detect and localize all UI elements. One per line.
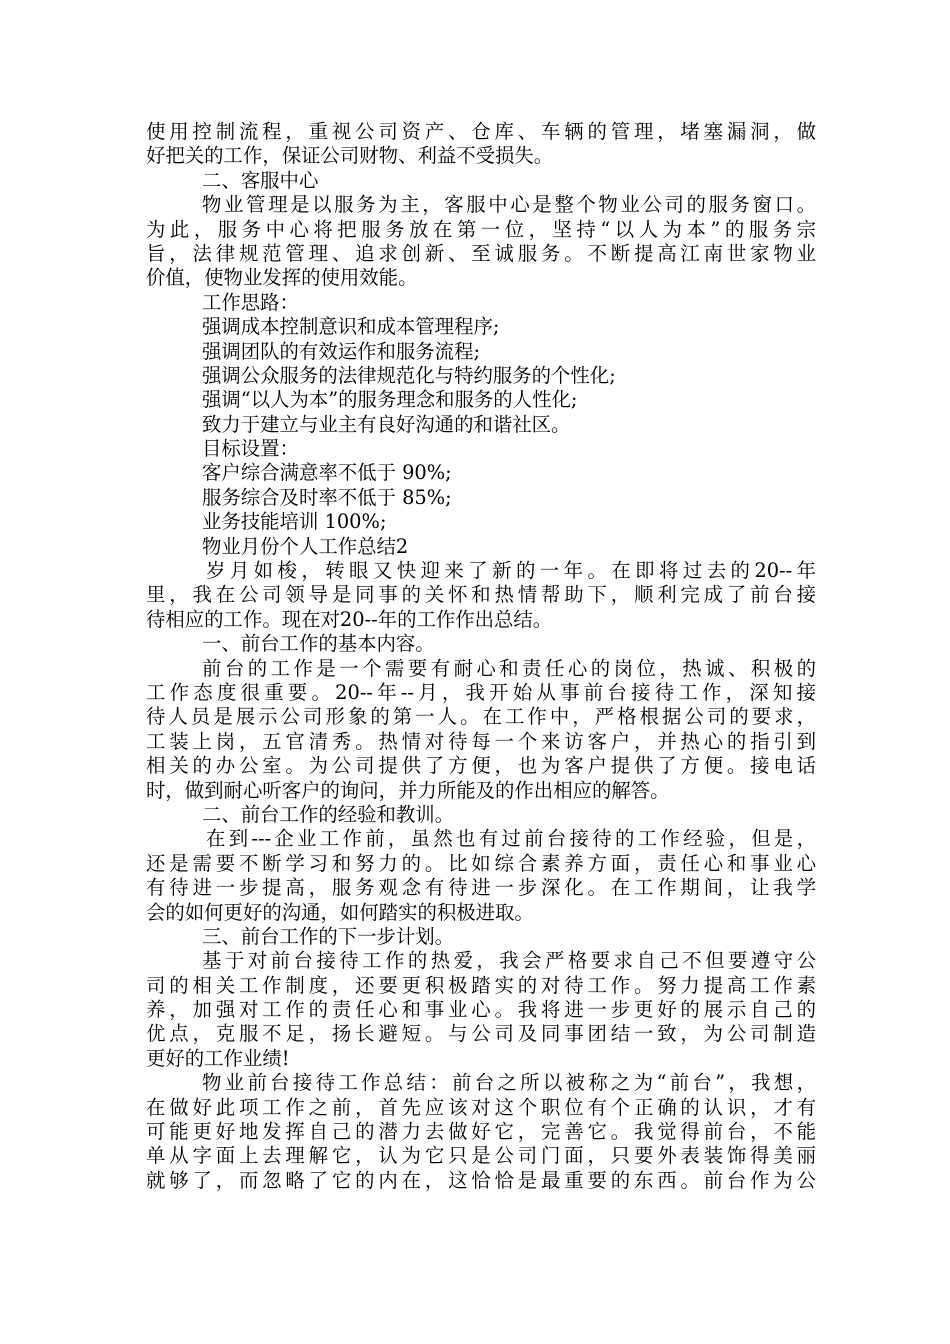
text-line: 三、前台工作的下一步计划。 xyxy=(202,924,455,948)
text-line: 工作态度很重要。20--年--月，我开始从事前台接待工作，深知接 xyxy=(146,680,816,704)
text-line: 价值，使物业发挥的使用效能。 xyxy=(146,266,418,290)
text-line: 有待进一步提高，服务观念有待进一步深化。在工作期间，让我学 xyxy=(146,876,816,900)
text-line: 工装上岗，五官清秀。热情对待每一个来访客户，并热心的指引到 xyxy=(146,729,816,753)
text-line: 前台的工作是一个需要有耐心和责任心的岗位，热诚、积极的 xyxy=(202,656,816,680)
text-line: 一、前台工作的基本内容。 xyxy=(202,632,435,656)
text-line: 工作思路： xyxy=(202,290,299,314)
text-line: 待人员是展示公司形象的第一人。在工作中，严格根据公司的要求， xyxy=(146,705,816,729)
text-line: 时，做到耐心听客户的询问，并力所能及的作出相应的解答。 xyxy=(146,778,670,802)
text-line: 致力于建立与业主有良好沟通的和谐社区。 xyxy=(202,412,571,436)
text-line: 物业前台接待工作总结：前台之所以被称之为“前台”，我想， xyxy=(202,1071,816,1095)
text-line: 服务综合及时率不低于 85%; xyxy=(202,485,452,509)
text-line: 就够了，而忽略了它的内在，这恰恰是最重要的东西。前台作为公 xyxy=(146,1168,816,1192)
text-line: 在到---企业工作前，虽然也有过前台接待的工作经验，但是， xyxy=(206,827,816,851)
text-line: 可能更好地发挥自己的潜力去做好它，完善它。我觉得前台，不能 xyxy=(146,1120,816,1144)
text-line: 使用控制流程，重视公司资产、仓库、车辆的管理，堵塞漏洞，做 xyxy=(146,120,816,143)
text-line: 物业月份个人工作总结2 xyxy=(202,534,409,558)
text-line: 旨，法律规范管理、追求创新、至诚服务。不断提高江南世家物业 xyxy=(146,241,816,265)
text-line: 单从字面上去理解它，认为它只是公司门面，只要外表装饰得美丽 xyxy=(146,1144,816,1168)
text-line: 强调团队的有效运作和服务流程; xyxy=(202,339,481,363)
text-line: 二、前台工作的经验和教训。 xyxy=(202,802,455,826)
text-line: 业务技能培训 100%; xyxy=(202,510,387,534)
text-line: 二、客服中心 xyxy=(202,168,319,192)
text-line: 岁月如梭，转眼又快迎来了新的一年。在即将过去的20--年 xyxy=(206,559,816,583)
text-line: 好把关的工作，保证公司财物、利益不受损失。 xyxy=(146,144,554,168)
text-line: 目标设置： xyxy=(202,437,299,461)
text-line: 基于对前台接待工作的热爱，我会严格要求自己不但要遵守公 xyxy=(202,949,816,973)
text-line: 为此，服务中心将把服务放在第一位，坚持“以人为本”的服务宗 xyxy=(146,217,816,241)
text-line: 客户综合满意率不低于 90%; xyxy=(202,461,452,485)
text-line: 里，我在公司领导是同事的关怀和热情帮助下，顺利完成了前台接 xyxy=(146,583,816,607)
text-line: 物业管理是以服务为主，客服中心是整个物业公司的服务窗口。 xyxy=(202,193,816,217)
text-line: 司的相关工作制度，还要更积极踏实的对待工作。努力提高工作素 xyxy=(146,973,816,997)
text-line: 相关的办公室。为公司提供了方便，也为客户提供了方便。接电话 xyxy=(146,754,816,778)
text-line: 更好的工作业绩! xyxy=(146,1046,290,1070)
text-line: 在做好此项工作之前，首先应该对这个职位有个正确的认识，才有 xyxy=(146,1095,816,1119)
text-line: 强调成本控制意识和成本管理程序; xyxy=(202,315,500,339)
document-page xyxy=(146,120,816,1193)
text-line: 强调“以人为本”的服务理念和服务的人性化; xyxy=(202,388,578,412)
text-line: 会的如何更好的沟通，如何踏实的积极进取。 xyxy=(146,900,534,924)
text-line: 养，加强对工作的责任心和事业心。我将进一步更好的展示自己的 xyxy=(146,998,816,1022)
text-line: 优点，克服不足，扬长避短。与公司及同事团结一致，为公司制造 xyxy=(146,1022,816,1046)
text-line: 待相应的工作。现在对20--年的工作作出总结。 xyxy=(146,607,553,631)
text-line: 强调公众服务的法律规范化与特约服务的个性化; xyxy=(202,363,616,387)
text-line: 还是需要不断学习和努力的。比如综合素养方面，责任心和事业心 xyxy=(146,851,816,875)
